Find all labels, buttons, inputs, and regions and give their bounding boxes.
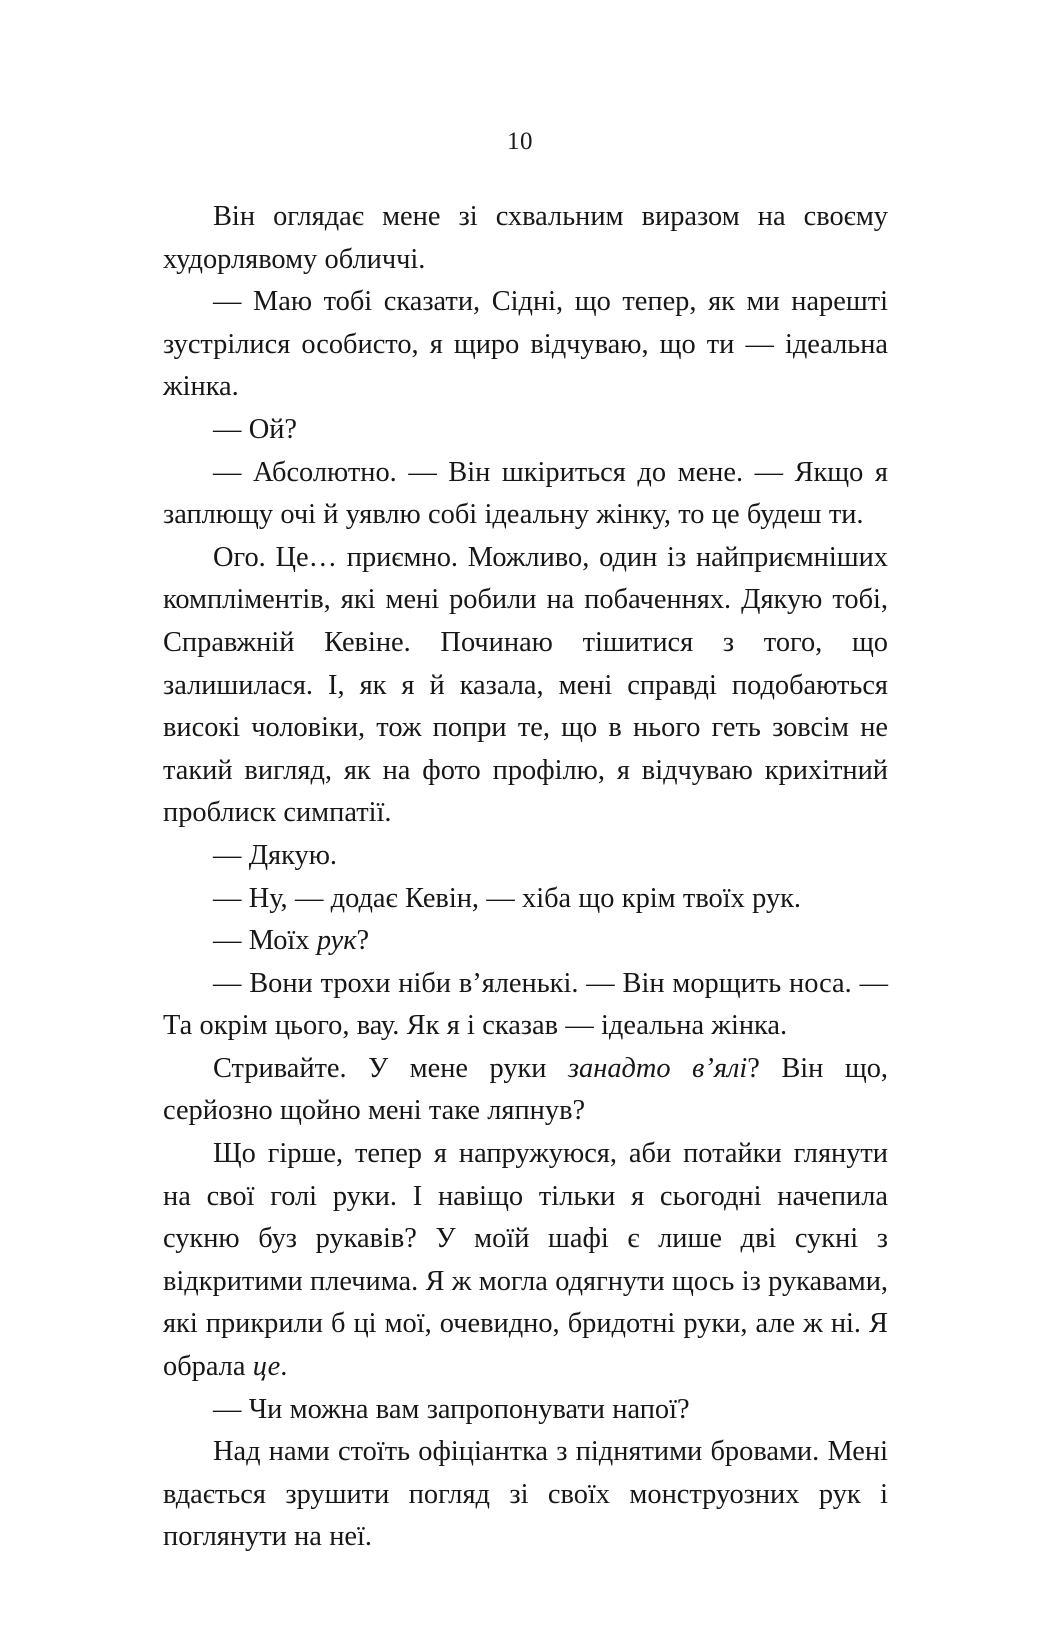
emphasis-text: це	[252, 1351, 281, 1383]
paragraph: — Дякую.	[213, 839, 338, 871]
paragraph: — Вони трохи ніби в’яленькі. — Він морщить носа. — Та окрім цього, вау. Як я і сказав — ідеальна жінка.	[163, 967, 888, 1042]
paragraph: — Ой?	[213, 413, 297, 445]
paragraph: — Чи можна вам запропонувати напої?	[213, 1393, 690, 1425]
paragraph: — Моїх рук?	[213, 925, 370, 957]
paragraph: Ого. Це… приємно. Можливо, один із найприємніших компліментів, які мені робили на побаченнях. Дякую тобі, Справжній Кевіне. Починаю тішитися з того, що залишилася. І, як я й казала, мені справді подобаються високі чоловіки, тож попри те, що в нього геть зовсім не такий вигляд, як на фото профілю, я відчуваю крихітний проблиск симпатії.	[163, 541, 888, 829]
paragraph: — Маю тобі сказати, Сідні, що тепер, як ми нарешті зустрілися особисто, я щиро відчуваю, що ти — ідеальна жінка.	[163, 286, 888, 403]
page-number: 10	[507, 128, 533, 155]
paragraph: — Абсолютно. — Він шкіриться до мене. — Якщо я заплющу очі й уявлю собі ідеальну жінку, то це будеш ти.	[163, 456, 888, 531]
emphasis-text: рук	[316, 925, 357, 957]
paragraph: Що гірше, тепер я напружуюся, аби потайки глянути на свої голі руки. І навіщо тільки я сьогодні начепила сукню буз рукавів? У моїй шафі є лише дві сукні з відкритими плечима. Я ж могла одягнути щось із рукавами, які прикрили б ці мої, очевидно, бридотні руки, але ж ні. Я обрала це.	[163, 1138, 888, 1383]
emphasis-text: занадто в’ялі	[567, 1052, 748, 1084]
paragraph: Над нами стоїть офіціантка з піднятими бровами. Мені вдається зрушити погляд зі своїх монструозних рук і поглянути на неї.	[163, 1436, 888, 1553]
paragraph: — Ну, — додає Кевін, — хіба що крім твоїх рук.	[213, 882, 802, 914]
paragraph: Стривайте. У мене руки занадто в’ялі? Він що, серйозно щойно мені таке ляпнув?	[163, 1052, 889, 1127]
body-text-block	[163, 196, 888, 1559]
paragraph: Він оглядає мене зі схвальним виразом на своєму худорлявому обличчі.	[163, 201, 888, 275]
